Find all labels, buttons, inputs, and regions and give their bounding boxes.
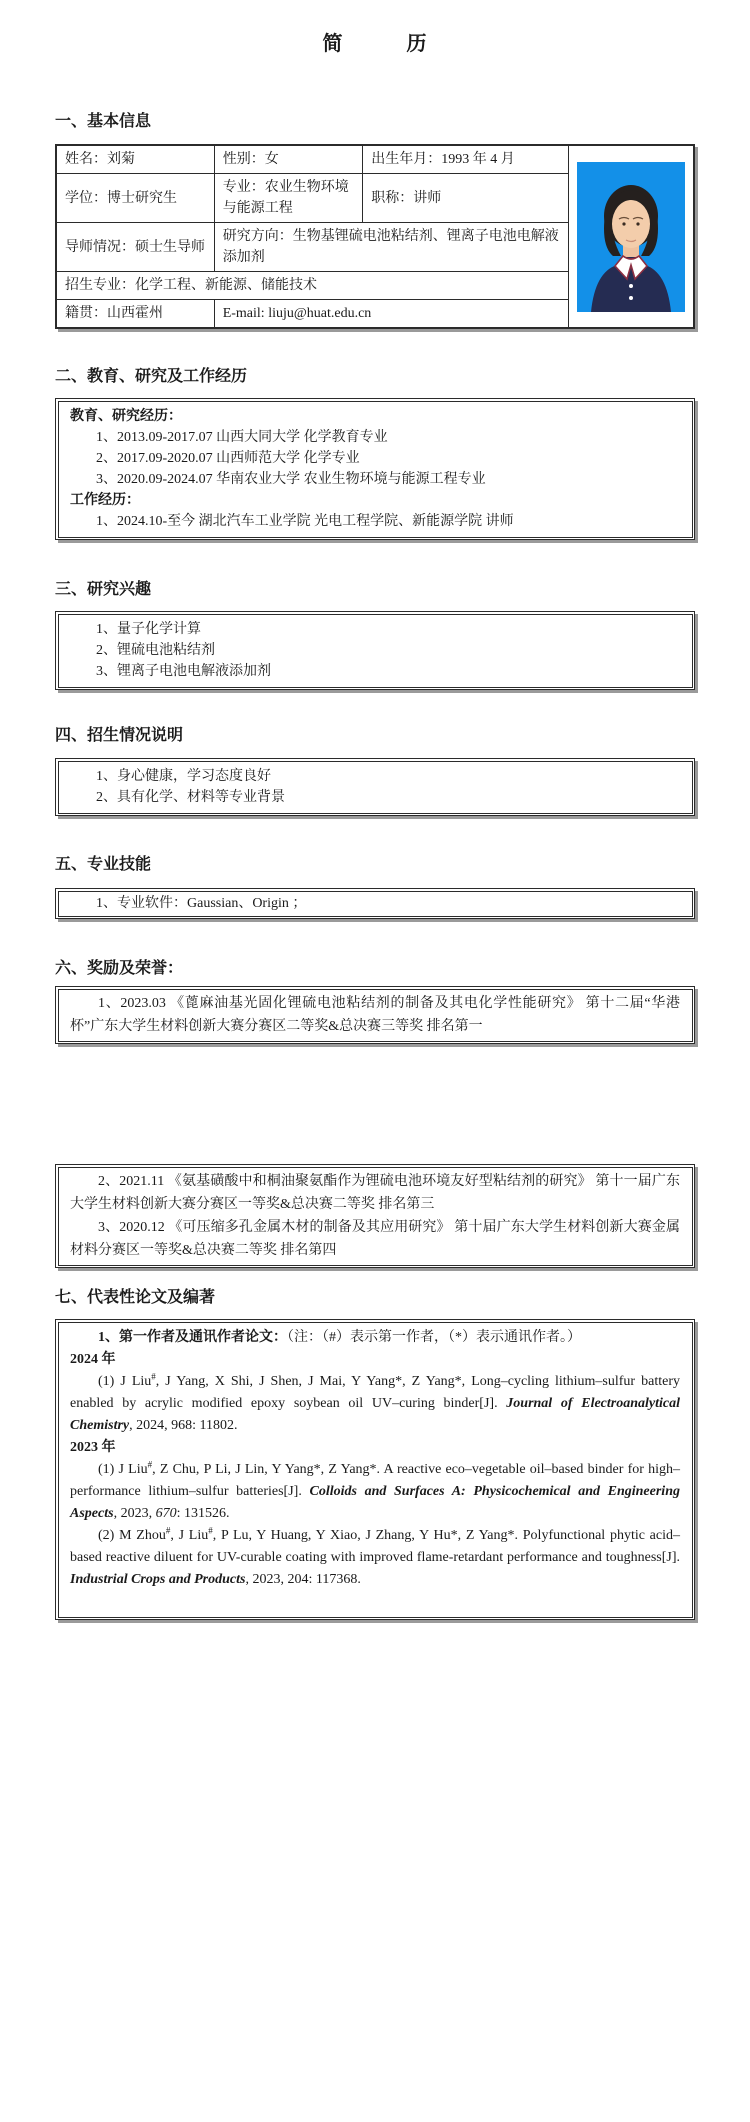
list-item: 1、量子化学计算: [96, 622, 201, 637]
pub-text: : 131526.: [176, 1506, 230, 1521]
birth-cell: 出生年月：1993 年 4 月: [363, 145, 569, 174]
intro-bold-label: 1、第一作者及通讯作者论文：: [98, 1330, 287, 1345]
publications-intro: [70, 1327, 680, 1349]
pub-text: (1) J Liu: [98, 1374, 152, 1389]
major-cell: 专业：农业生物环境与能源工程: [214, 174, 363, 223]
journal-name: Journal of Electroanalytical Chemistry: [70, 1396, 680, 1433]
section-heading-publications: 七、代表性论文及编著: [55, 1289, 216, 1306]
first-author-mark: #: [151, 1371, 156, 1382]
list-item: 1、身心健康，学习态度良好: [96, 769, 271, 784]
list-item: 2、具有化学、材料等专业背景: [96, 790, 285, 805]
publication-entry: [70, 1459, 680, 1525]
first-author-mark: #: [147, 1459, 153, 1470]
section-heading-experience: 二、教育、研究及工作经历: [55, 368, 248, 385]
pub-text: (1) J Liu: [98, 1462, 148, 1477]
list-item: 1、2024.10-至今 湖北汽车工业学院 光电工程学院、新能源学院 讲师: [96, 514, 514, 529]
section-heading-awards: 六、奖励及荣誉：: [55, 960, 184, 977]
table-row: [56, 145, 694, 174]
publication-entry: [70, 1371, 680, 1437]
hometown-cell: 籍贯：山西霍州: [56, 300, 214, 329]
list-item: 3、锂离子电池电解液添加剂: [96, 664, 271, 679]
enroll-majors-cell: 招生专业：化学工程、新能源、储能技术: [56, 272, 568, 300]
section-heading-basic-info: 一、基本信息: [55, 113, 152, 130]
intro-note: （注：（#）表示第一作者，（*）表示通讯作者。）: [287, 1330, 581, 1345]
journal-name: Industrial Crops and Products: [70, 1572, 246, 1587]
basic-info-table: [55, 144, 695, 329]
pub-text: , Z Chu, P Li, J Lin, Y Yang*, Z Yang*. A reactive eco–vegetable oil–based binder for high–performance lithium–sulfur batteries[J].: [70, 1462, 680, 1499]
photo-cell: [568, 145, 694, 328]
section-heading-admission: 四、招生情况说明: [55, 727, 184, 744]
pub-text: , 2023,: [113, 1506, 156, 1521]
pub-text: , J Yang, X Shi, J Shen, J Mai, Y Yang*, Z Yang*, Long–cycling lithium–sulfur battery enabled by acrylic modified epoxy soybean oil UV–curing binder[J].: [70, 1374, 680, 1411]
pub-text: , J Liu: [170, 1528, 209, 1543]
volume-number: 670: [155, 1506, 177, 1521]
first-author-mark: #: [165, 1525, 171, 1536]
journal-name: Colloids and Surfaces A: Physicochemical and Engineering Aspects: [70, 1484, 680, 1521]
list-item: 3、2020.09-2024.07 华南农业大学 农业生物环境与能源工程专业: [96, 472, 486, 487]
list-item: 1、专业软件：Gaussian、Origin ；: [96, 896, 307, 911]
awards-box-2: [55, 1164, 695, 1268]
award-entry: 3、2020.12 《可压缩多孔金属木材的制备及其应用研究》 第十届广东大学生材料创新大赛金属材料分赛区一等奖&总决赛二等奖 排名第四: [70, 1220, 680, 1258]
job-title-cell: 职称：讲师: [363, 174, 569, 223]
pub-text: , 2024, 968: 11802.: [129, 1418, 238, 1433]
degree-cell: 学位：博士研究生: [56, 174, 214, 223]
list-item: 2、2017.09-2020.07 山西师范大学 化学专业: [96, 451, 360, 466]
education-label: 教育、研究经历：: [70, 409, 182, 424]
section-heading-interests: 三、研究兴趣: [55, 581, 152, 598]
year-label-2024: 2024 年: [70, 1352, 116, 1367]
admission-box: [55, 758, 695, 816]
pub-text: , 2023, 204: 117368.: [245, 1572, 361, 1587]
first-author-mark: #: [208, 1525, 213, 1536]
pub-text: (2) M Zhou: [98, 1528, 166, 1543]
gender-cell: 性别：女: [214, 145, 363, 174]
year-label-2023: 2023 年: [70, 1440, 116, 1455]
award-entry: 2、2021.11 《氨基磺酸中和桐油聚氨酯作为锂硫电池环境友好型粘结剂的研究》 第十一届广东大学生材料创新大赛分赛区一等奖&总决赛二等奖 排名第三: [70, 1174, 680, 1212]
awards-box-1: [55, 986, 695, 1044]
id-photo: [577, 162, 685, 312]
research-direction-cell: 研究方向：生物基锂硫电池粘结剂、锂离子电池电解液添加剂: [214, 223, 568, 272]
award-entry: 1、2023.03 《蓖麻油基光固化锂硫电池粘结剂的制备及其电化学性能研究》 第十二届“华港杯”广东大学生材料创新大赛分赛区二等奖&总决赛三等奖 排名第一: [70, 996, 680, 1034]
section-heading-skills: 五、专业技能: [55, 856, 152, 873]
list-item: 1、2013.09-2017.07 山西大同大学 化学教育专业: [96, 430, 388, 445]
pub-text: , P Lu, Y Huang, Y Xiao, J Zhang, Y Hu*, Z Yang*. Polyfunctional phytic acid–based reactive diluent for UV-curable coating with improved flame-retardant performance and toughness[J].: [70, 1528, 681, 1565]
publication-entry: [70, 1525, 680, 1591]
work-label: 工作经历：: [70, 493, 140, 508]
mentor-cell: 导师情况：硕士生导师: [56, 223, 214, 272]
page-title: 简 历: [322, 33, 428, 55]
email-cell: E-mail: liuju@huat.edu.cn: [214, 300, 568, 329]
interests-box: [55, 611, 695, 690]
name-cell: 姓名：刘菊: [56, 145, 214, 174]
publications-box: [55, 1319, 695, 1620]
skills-box: [55, 888, 695, 919]
experience-box: [55, 398, 695, 540]
face-shape: [612, 200, 650, 248]
list-item: 2、锂硫电池粘结剂: [96, 643, 215, 658]
